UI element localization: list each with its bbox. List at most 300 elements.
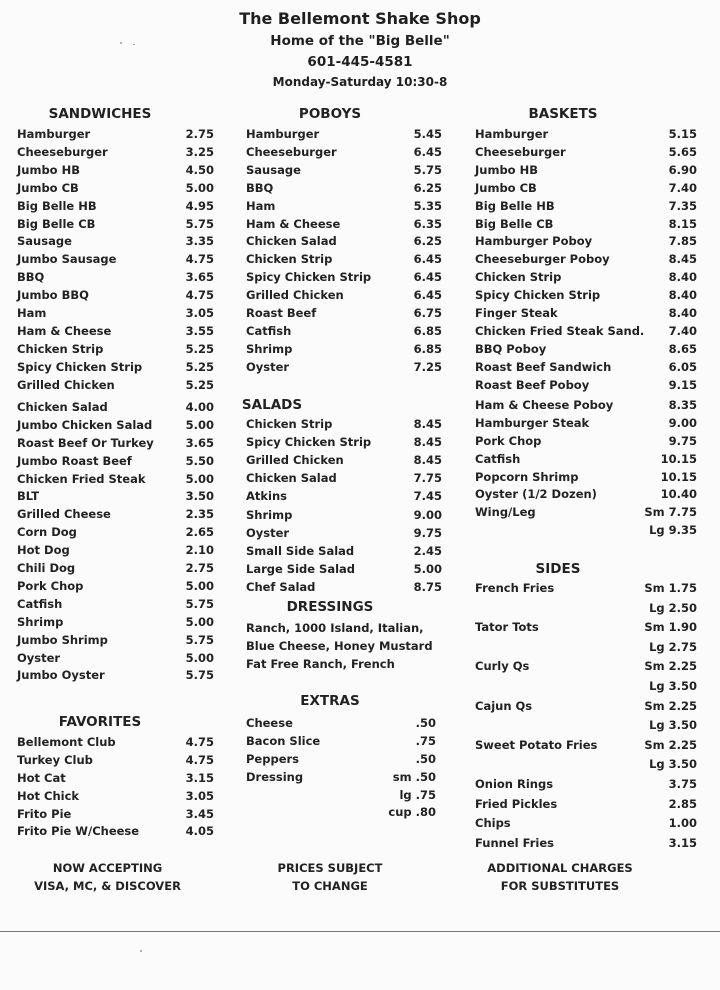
- salads-item: [246, 526, 442, 542]
- item-name: Chicken Strip: [246, 417, 333, 431]
- sandwiches-item: [17, 633, 214, 649]
- salads-item: [246, 453, 442, 469]
- extras-item: [246, 770, 436, 786]
- sides-item: [475, 620, 697, 636]
- item-name: Onion Rings: [475, 777, 554, 791]
- item-price: 5.25: [185, 342, 214, 356]
- sandwiches-item: [17, 163, 214, 179]
- item-price: 4.75: [185, 288, 214, 302]
- baskets-item: [475, 452, 697, 468]
- item-name: Jumbo BBQ: [17, 288, 89, 302]
- baskets-item: [475, 145, 697, 161]
- baskets-title: BASKETS: [528, 106, 598, 122]
- sides-item: [475, 581, 697, 597]
- sandwiches-item: [17, 378, 214, 394]
- item-name: Chicken Salad: [246, 471, 337, 485]
- favorites-item: [17, 771, 214, 787]
- item-price: 2.65: [185, 525, 214, 539]
- poboys-item: [246, 288, 442, 304]
- item-price: 10.40: [660, 487, 697, 501]
- extras-item: [246, 752, 436, 768]
- sandwiches-item: [17, 342, 214, 358]
- item-price: 5.75: [185, 633, 214, 647]
- baskets-item: [475, 270, 697, 286]
- item-name: Hot Dog: [17, 543, 70, 557]
- dressings-title: DRESSINGS: [286, 599, 374, 615]
- favorites-item: [17, 789, 214, 805]
- item-price: 2.75: [185, 127, 214, 141]
- baskets-item: [475, 505, 697, 521]
- item-name: Cajun Qs: [475, 699, 533, 713]
- item-price: 3.75: [668, 777, 697, 791]
- item-name: Sausage: [17, 234, 72, 248]
- item-price: 5.00: [185, 418, 214, 432]
- item-price: Sm 2.25: [644, 659, 697, 673]
- item-price: Sm 2.25: [644, 699, 697, 713]
- item-price: 9.75: [668, 434, 697, 448]
- favorites-item: [17, 735, 214, 751]
- item-price: 8.35: [668, 398, 697, 412]
- item-name: Roast Beef Poboy: [475, 378, 590, 392]
- poboys-item: [246, 163, 442, 179]
- sides-item: [475, 816, 697, 832]
- sandwiches-item: [17, 668, 214, 684]
- baskets-item: [475, 199, 697, 215]
- item-price: 6.85: [413, 342, 442, 356]
- item-price: 3.15: [185, 771, 214, 785]
- item-price: 9.00: [668, 416, 697, 430]
- item-name: Peppers: [246, 752, 300, 766]
- item-name: Sausage: [246, 163, 301, 177]
- item-name: Jumbo CB: [475, 181, 537, 195]
- item-price: 4.95: [185, 199, 214, 213]
- sandwiches-item: [17, 360, 214, 376]
- item-name: Hamburger Poboy: [475, 234, 593, 248]
- item-name: BBQ: [246, 181, 274, 195]
- item-price: 5.65: [668, 145, 697, 159]
- sandwiches-item: [17, 288, 214, 304]
- sandwiches-item: [17, 324, 214, 340]
- extras-item: [246, 734, 436, 750]
- item-price: cup .80: [388, 805, 436, 819]
- item-price: 5.00: [413, 562, 442, 576]
- baskets-item: [475, 470, 697, 486]
- baskets-item: [475, 487, 697, 503]
- shop-phone: 601-445-4581: [307, 54, 413, 70]
- item-name: Catfish: [246, 324, 292, 338]
- item-price: 5.00: [185, 651, 214, 665]
- baskets-item: [475, 434, 697, 450]
- baskets-item: [475, 252, 697, 268]
- item-price: 3.05: [185, 306, 214, 320]
- item-name: Ham & Cheese: [17, 324, 112, 338]
- item-name: Grilled Chicken: [246, 453, 344, 467]
- sandwiches-item: [17, 217, 214, 233]
- item-price: Sm 1.90: [644, 620, 697, 634]
- item-price: 7.75: [413, 471, 442, 485]
- item-name: Hamburger: [17, 127, 91, 141]
- item-name: Fried Pickles: [475, 797, 558, 811]
- dressing-options-line: Ranch, 1000 Island, Italian,: [246, 621, 424, 635]
- item-name: Chicken Fried Steak: [17, 472, 146, 486]
- item-name: Hot Cat: [17, 771, 66, 785]
- item-name: Roast Beef: [246, 306, 317, 320]
- footer-charges-line: FOR SUBSTITUTES: [500, 879, 620, 893]
- item-name: Chicken Strip: [475, 270, 562, 284]
- item-price: 3.45: [185, 807, 214, 821]
- item-name: Grilled Chicken: [246, 288, 344, 302]
- poboys-item: [246, 360, 442, 376]
- item-name: Jumbo Shrimp: [17, 633, 108, 647]
- item-name: Jumbo HB: [17, 163, 80, 177]
- item-name: Cheeseburger: [475, 145, 566, 159]
- item-price: 5.25: [185, 378, 214, 392]
- item-price: Sm 2.25: [644, 738, 697, 752]
- shop-name: The Bellemont Shake Shop: [239, 9, 481, 28]
- extras-item: [246, 788, 436, 804]
- sandwiches-item: [17, 418, 214, 434]
- sandwiches-item: [17, 127, 214, 143]
- item-name: French Fries: [475, 581, 555, 595]
- baskets-item: [475, 324, 697, 340]
- item-name: Oyster (1/2 Dozen): [475, 487, 597, 501]
- poboys-item: [246, 181, 442, 197]
- sides-item: [475, 836, 697, 852]
- sandwiches-item: [17, 306, 214, 322]
- sandwiches-item: [17, 525, 214, 541]
- sandwiches-item: [17, 181, 214, 197]
- baskets-item: [475, 181, 697, 197]
- item-name: Jumbo Roast Beef: [17, 454, 132, 468]
- item-price: 5.25: [185, 360, 214, 374]
- dressing-options-line: Blue Cheese, Honey Mustard: [246, 639, 433, 653]
- item-price: 5.00: [185, 615, 214, 629]
- item-name: Jumbo HB: [475, 163, 538, 177]
- item-price: 3.15: [668, 836, 697, 850]
- item-price: 7.45: [413, 489, 442, 503]
- poboys-item: [246, 324, 442, 340]
- sandwiches-item: [17, 454, 214, 470]
- item-name: Jumbo Oyster: [17, 668, 105, 682]
- item-name: Grilled Chicken: [17, 378, 115, 392]
- item-price: 3.65: [185, 270, 214, 284]
- item-name: Ham: [246, 199, 276, 213]
- item-price: 6.45: [413, 252, 442, 266]
- item-price: 2.45: [413, 544, 442, 558]
- item-price: 10.15: [660, 470, 697, 484]
- scan-speck: [133, 44, 135, 45]
- item-price: 4.05: [185, 824, 214, 838]
- item-price: 5.45: [413, 127, 442, 141]
- salads-item: [246, 562, 442, 578]
- footer-payment-line: VISA, MC, & DISCOVER: [34, 879, 181, 893]
- item-name: BBQ: [17, 270, 45, 284]
- item-price: 5.50: [185, 454, 214, 468]
- item-price: 7.40: [668, 324, 697, 338]
- item-name: Chicken Fried Steak Sand.: [475, 324, 645, 338]
- item-name: Turkey Club: [17, 753, 93, 767]
- footer-payment: [20, 859, 195, 895]
- baskets-item: [475, 288, 697, 304]
- sandwiches-item: [17, 252, 214, 268]
- item-name: Shrimp: [246, 508, 293, 522]
- sandwiches-item: [17, 597, 214, 613]
- item-name: Spicy Chicken Strip: [246, 435, 372, 449]
- item-price: 9.15: [668, 378, 697, 392]
- item-price: sm .50: [392, 770, 436, 784]
- item-name: BLT: [17, 489, 40, 503]
- item-price: 4.75: [185, 252, 214, 266]
- sides-item: [475, 640, 697, 656]
- item-price: 7.25: [413, 360, 442, 374]
- item-price: 3.50: [185, 489, 214, 503]
- item-price: 5.00: [185, 181, 214, 195]
- favorites-item: [17, 753, 214, 769]
- item-name: Roast Beef Or Turkey: [17, 436, 154, 450]
- item-name: Wing/Leg: [475, 505, 536, 519]
- item-name: Spicy Chicken Strip: [17, 360, 143, 374]
- item-name: BBQ Poboy: [475, 342, 547, 356]
- scan-edge-line: [0, 931, 720, 932]
- item-name: Spicy Chicken Strip: [246, 270, 372, 284]
- item-price: Lg 9.35: [649, 523, 697, 537]
- item-price: Lg 3.50: [649, 679, 697, 693]
- item-price: 9.00: [413, 508, 442, 522]
- item-name: Atkins: [246, 489, 288, 503]
- item-name: Chicken Strip: [17, 342, 104, 356]
- item-name: Oyster: [246, 526, 290, 540]
- item-price: 2.10: [185, 543, 214, 557]
- item-price: 5.15: [668, 127, 697, 141]
- sandwiches-item: [17, 651, 214, 667]
- footer-charges-line: ADDITIONAL CHARGES: [487, 861, 633, 875]
- sides-item: [475, 797, 697, 813]
- item-price: 6.45: [413, 288, 442, 302]
- sandwiches-item: [17, 561, 214, 577]
- item-name: Dressing: [246, 770, 304, 784]
- item-name: Hamburger: [246, 127, 320, 141]
- item-price: 6.35: [413, 217, 442, 231]
- sandwiches-item: [17, 199, 214, 215]
- sides-item: [475, 738, 697, 754]
- item-price: 7.40: [668, 181, 697, 195]
- favorites-item: [17, 824, 214, 840]
- menu-header: [0, 8, 720, 92]
- baskets-item: [475, 127, 697, 143]
- item-price: 8.40: [668, 288, 697, 302]
- item-price: 6.05: [668, 360, 697, 374]
- sandwiches-item: [17, 543, 214, 559]
- item-price: .50: [415, 752, 436, 766]
- poboys-item: [246, 252, 442, 268]
- item-name: Frito Pie: [17, 807, 72, 821]
- item-price: Lg 2.50: [649, 601, 697, 615]
- footer-charges: [470, 859, 650, 895]
- favorites-item: [17, 807, 214, 823]
- sandwiches-item: [17, 400, 214, 416]
- item-price: 6.90: [668, 163, 697, 177]
- item-price: 5.75: [185, 217, 214, 231]
- item-price: 5.35: [413, 199, 442, 213]
- item-name: Pork Chop: [17, 579, 84, 593]
- item-name: Popcorn Shrimp: [475, 470, 579, 484]
- salads-item: [246, 489, 442, 505]
- item-price: 5.75: [413, 163, 442, 177]
- item-price: 9.75: [413, 526, 442, 540]
- item-name: Curly Qs: [475, 659, 530, 673]
- sandwiches-item: [17, 507, 214, 523]
- item-price: 3.65: [185, 436, 214, 450]
- item-price: 1.00: [668, 816, 697, 830]
- item-price: 5.00: [185, 472, 214, 486]
- item-name: Large Side Salad: [246, 562, 356, 576]
- salads-item: [246, 508, 442, 524]
- sides-title: SIDES: [535, 561, 581, 577]
- sandwiches-item: [17, 615, 214, 631]
- item-name: Chicken Strip: [246, 252, 333, 266]
- baskets-item: [475, 378, 697, 394]
- item-price: 4.75: [185, 735, 214, 749]
- item-name: Shrimp: [17, 615, 64, 629]
- sides-item: [475, 699, 697, 715]
- item-price: 3.35: [185, 234, 214, 248]
- item-price: Lg 2.75: [649, 640, 697, 654]
- item-name: Shrimp: [246, 342, 293, 356]
- poboys-item: [246, 127, 442, 143]
- baskets-item: [475, 398, 697, 414]
- item-price: 6.45: [413, 270, 442, 284]
- item-price: 8.40: [668, 306, 697, 320]
- baskets-item: [475, 360, 697, 376]
- item-name: Chef Salad: [246, 580, 316, 594]
- baskets-item: [475, 163, 697, 179]
- shop-hours: Monday-Saturday 10:30-8: [272, 75, 448, 89]
- item-price: 8.45: [413, 453, 442, 467]
- item-name: Hamburger Steak: [475, 416, 590, 430]
- item-name: Hot Chick: [17, 789, 80, 803]
- item-name: Cheese: [246, 716, 293, 730]
- baskets-item: [475, 234, 697, 250]
- item-name: Tator Tots: [475, 620, 539, 634]
- sides-item: [475, 757, 697, 773]
- item-name: Small Side Salad: [246, 544, 355, 558]
- item-name: Roast Beef Sandwich: [475, 360, 612, 374]
- item-price: 8.45: [413, 435, 442, 449]
- poboys-item: [246, 234, 442, 250]
- shop-tagline: Home of the "Big Belle": [270, 33, 450, 49]
- item-name: Chicken Salad: [17, 400, 108, 414]
- baskets-item: [475, 217, 697, 233]
- item-name: Sweet Potato Fries: [475, 738, 598, 752]
- sides-item: [475, 679, 697, 695]
- item-price: 4.75: [185, 753, 214, 767]
- item-name: Bellemont Club: [17, 735, 116, 749]
- sandwiches-title: SANDWICHES: [48, 106, 152, 122]
- sandwiches-item: [17, 234, 214, 250]
- extras-item: [246, 716, 436, 732]
- sandwiches-item: [17, 436, 214, 452]
- sandwiches-item: [17, 270, 214, 286]
- salads-item: [246, 435, 442, 451]
- item-price: lg .75: [399, 788, 436, 802]
- footer-prices-line: PRICES SUBJECT: [277, 861, 383, 875]
- item-name: Oyster: [17, 651, 61, 665]
- item-name: Big Belle HB: [17, 199, 97, 213]
- sides-item: [475, 718, 697, 734]
- item-price: 10.15: [660, 452, 697, 466]
- item-price: 7.85: [668, 234, 697, 248]
- item-price: Lg 3.50: [649, 718, 697, 732]
- item-name: Grilled Cheese: [17, 507, 111, 521]
- item-name: Ham & Cheese Poboy: [475, 398, 614, 412]
- item-price: 6.25: [413, 234, 442, 248]
- item-price: 8.40: [668, 270, 697, 284]
- item-price: 5.75: [185, 668, 214, 682]
- baskets-item: [475, 342, 697, 358]
- item-name: Catfish: [17, 597, 63, 611]
- sandwiches-item: [17, 489, 214, 505]
- item-price: 6.45: [413, 145, 442, 159]
- item-price: 3.55: [185, 324, 214, 338]
- poboys-item: [246, 145, 442, 161]
- footer-payment-line: NOW ACCEPTING: [52, 861, 163, 875]
- scan-speck: [140, 950, 142, 952]
- item-name: Corn Dog: [17, 525, 77, 539]
- item-price: 8.65: [668, 342, 697, 356]
- item-name: Catfish: [475, 452, 521, 466]
- salads-title: SALADS: [241, 397, 303, 413]
- item-price: 2.75: [185, 561, 214, 575]
- item-name: Cheeseburger: [246, 145, 337, 159]
- item-price: 7.35: [668, 199, 697, 213]
- item-price: .75: [415, 734, 436, 748]
- item-name: Ham: [17, 306, 47, 320]
- item-name: Cheeseburger Poboy: [475, 252, 610, 266]
- item-name: Big Belle HB: [475, 199, 555, 213]
- poboys-item: [246, 217, 442, 233]
- item-name: Hamburger: [475, 127, 549, 141]
- item-price: 5.00: [185, 579, 214, 593]
- item-name: Finger Steak: [475, 306, 558, 320]
- scan-speck: [120, 42, 122, 44]
- item-price: 8.15: [668, 217, 697, 231]
- item-name: Jumbo Chicken Salad: [17, 418, 153, 432]
- item-name: Jumbo Sausage: [17, 252, 117, 266]
- footer-prices-line: TO CHANGE: [292, 879, 368, 893]
- item-price: 4.50: [185, 163, 214, 177]
- baskets-item: [475, 523, 697, 539]
- item-name: Bacon Slice: [246, 734, 321, 748]
- favorites-title: FAVORITES: [58, 714, 142, 730]
- sides-item: [475, 777, 697, 793]
- poboys-item: [246, 270, 442, 286]
- item-name: Big Belle CB: [17, 217, 96, 231]
- dressing-options-line: Fat Free Ranch, French: [246, 657, 395, 671]
- item-name: Spicy Chicken Strip: [475, 288, 601, 302]
- item-name: Chili Dog: [17, 561, 76, 575]
- item-price: 5.75: [185, 597, 214, 611]
- item-price: 8.45: [668, 252, 697, 266]
- salads-item: [246, 471, 442, 487]
- item-price: 6.85: [413, 324, 442, 338]
- salads-item: [246, 580, 442, 596]
- sandwiches-item: [17, 579, 214, 595]
- baskets-item: [475, 306, 697, 322]
- item-price: Lg 3.50: [649, 757, 697, 771]
- poboys-item: [246, 306, 442, 322]
- item-price: Sm 1.75: [644, 581, 697, 595]
- poboys-title: POBOYS: [298, 106, 362, 122]
